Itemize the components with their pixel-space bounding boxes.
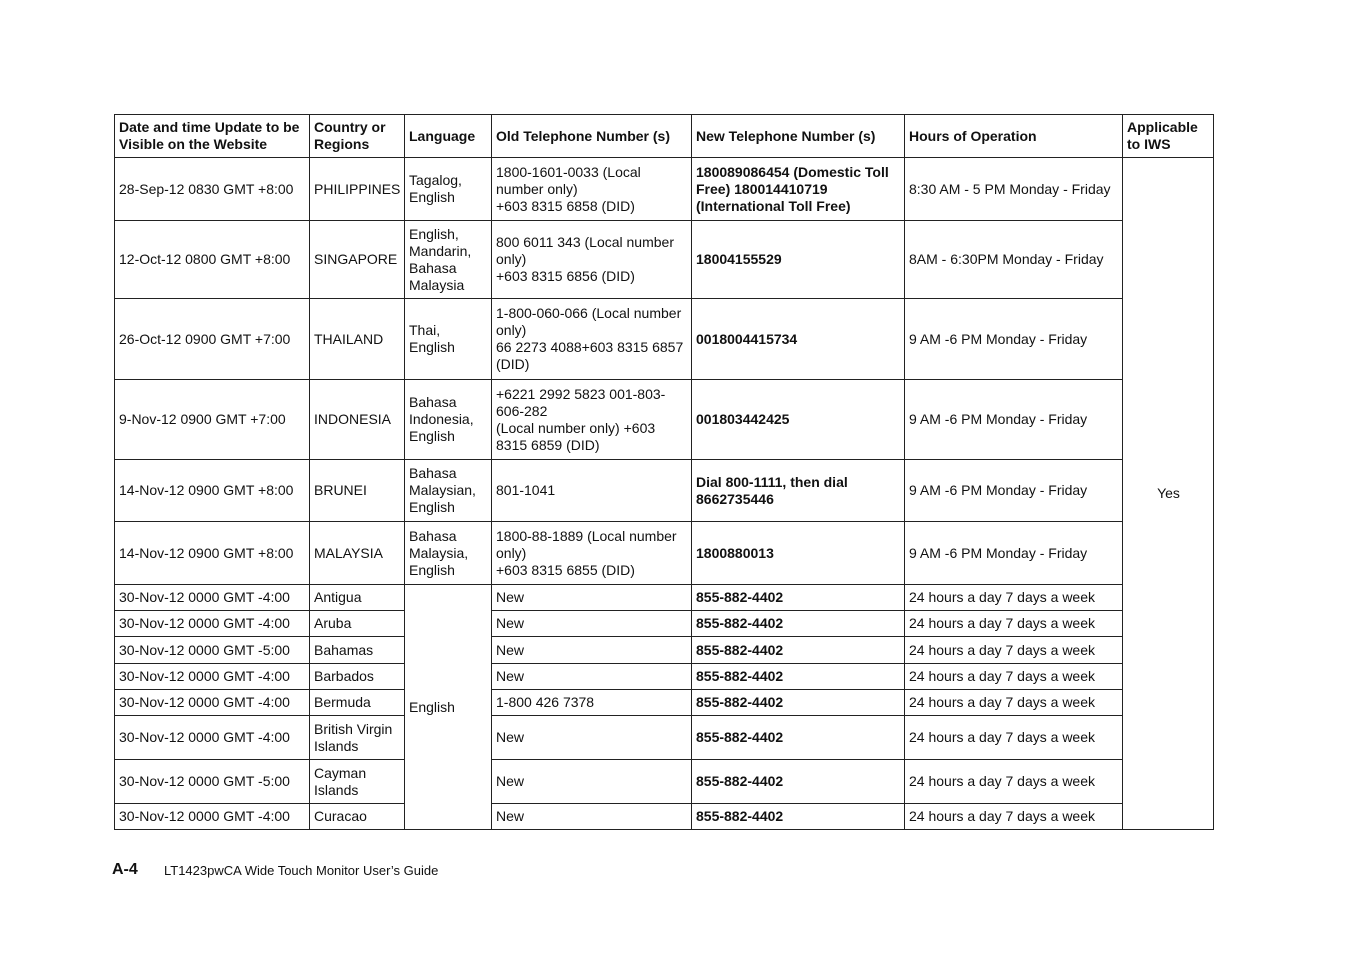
language-cell: Bahasa Malaysian, English (405, 460, 492, 522)
header-date: Date and time Update to be Visible on the Website (115, 115, 310, 158)
old-number-cell (492, 460, 692, 522)
old-number-cell (492, 522, 692, 585)
country-cell: SINGAPORE (310, 221, 405, 299)
language-cell-merged: English (405, 585, 492, 830)
old-number-line: 1800-1601-0033 (Local number only) (496, 163, 641, 197)
hours-cell: 24 hours a day 7 days a week (905, 585, 1123, 611)
country-cell: Aruba (310, 611, 405, 637)
new-number-cell: 855-882-4402 (692, 637, 905, 664)
hours-cell: 8AM - 6:30PM Monday - Friday (905, 221, 1123, 299)
old-number-cell (492, 611, 692, 637)
new-number-cell: 855-882-4402 (692, 716, 905, 760)
old-number-line: New (496, 668, 525, 684)
country-cell: INDONESIA (310, 380, 405, 460)
new-number-cell: 1800880013 (692, 522, 905, 585)
hours-cell: 24 hours a day 7 days a week (905, 716, 1123, 760)
applicable-iws-cell: Yes (1123, 158, 1214, 830)
country-cell: Bahamas (310, 637, 405, 664)
old-number-line: 66 2273 4088+603 8315 6857 (DID) (496, 339, 684, 372)
new-number-cell: 001803442425 (692, 380, 905, 460)
old-number-line: 800 6011 343 (Local number only) (496, 234, 674, 267)
hours-cell: 9 AM -6 PM Monday - Friday (905, 380, 1123, 460)
hours-cell: 8:30 AM - 5 PM Monday - Friday (905, 158, 1123, 221)
hours-cell: 9 AM -6 PM Monday - Friday (905, 299, 1123, 380)
document-title: LT1423pwCA Wide Touch Monitor User’s Guide (164, 863, 439, 878)
date-cell: 26-Oct-12 0900 GMT +7:00 (115, 299, 310, 380)
table-row (115, 716, 1214, 760)
old-number-line: +603 8315 6858 (DID) (496, 197, 635, 214)
table-row (115, 380, 1214, 460)
new-number-cell: 855-882-4402 (692, 664, 905, 690)
country-cell: THAILAND (310, 299, 405, 380)
date-cell: 12-Oct-12 0800 GMT +8:00 (115, 221, 310, 299)
language-cell: Bahasa Indonesia, English (405, 380, 492, 460)
table-row (115, 460, 1214, 522)
table-row (115, 611, 1214, 637)
header-old-number: Old Telephone Number (s) (492, 115, 692, 158)
new-number-cell: 18004155529 (692, 221, 905, 299)
table-row (115, 585, 1214, 611)
table-row (115, 637, 1214, 664)
old-number-cell (492, 221, 692, 299)
old-number-line: +6221 2992 5823 001-803-606-282 (496, 385, 666, 419)
date-cell: 30-Nov-12 0000 GMT -4:00 (115, 611, 310, 637)
old-number-line: (Local number only) +603 8315 6859 (DID) (496, 419, 656, 453)
old-number-cell (492, 804, 692, 830)
old-number-line: New (496, 589, 525, 605)
hours-cell: 24 hours a day 7 days a week (905, 637, 1123, 664)
old-number-line: New (496, 641, 525, 658)
old-number-line: New (496, 773, 525, 789)
country-cell: Cayman Islands (310, 760, 405, 804)
new-number-cell: 855-882-4402 (692, 585, 905, 611)
old-number-line: 801-1041 (496, 482, 556, 498)
old-number-cell (492, 380, 692, 460)
hours-cell: 9 AM -6 PM Monday - Friday (905, 522, 1123, 585)
header-applicable-iws: Applicable to IWS (1123, 115, 1214, 158)
country-cell: PHILIPPINES (310, 158, 405, 221)
old-number-cell (492, 690, 692, 716)
table-row (115, 522, 1214, 585)
old-number-cell (492, 299, 692, 380)
language-cell: English, Mandarin, Bahasa Malaysia (405, 221, 492, 299)
date-cell: 30-Nov-12 0000 GMT -5:00 (115, 637, 310, 664)
new-number-cell: 855-882-4402 (692, 690, 905, 716)
date-cell: 30-Nov-12 0000 GMT -5:00 (115, 760, 310, 804)
date-cell: 14-Nov-12 0900 GMT +8:00 (115, 460, 310, 522)
new-number-cell: 855-882-4402 (692, 611, 905, 637)
old-number-cell (492, 585, 692, 611)
hours-cell: 9 AM -6 PM Monday - Friday (905, 460, 1123, 522)
country-cell: Barbados (310, 664, 405, 690)
table-row (115, 299, 1214, 380)
hours-cell: 24 hours a day 7 days a week (905, 611, 1123, 637)
hours-cell: 24 hours a day 7 days a week (905, 690, 1123, 716)
old-number-line: 1-800 426 7378 (496, 694, 595, 710)
date-cell: 30-Nov-12 0000 GMT -4:00 (115, 716, 310, 760)
country-cell: British Virgin Islands (310, 716, 405, 760)
old-number-line: +603 8315 6856 (DID) (496, 268, 635, 284)
hours-cell: 24 hours a day 7 days a week (905, 664, 1123, 690)
country-cell: MALAYSIA (310, 522, 405, 585)
new-number-cell: 180089086454 (Domestic Toll Free) 180014410719 (International Toll Free) (692, 158, 905, 221)
old-number-line: New (496, 808, 525, 824)
table-row (115, 158, 1214, 221)
date-cell: 28-Sep-12 0830 GMT +8:00 (115, 158, 310, 221)
hours-cell: 24 hours a day 7 days a week (905, 804, 1123, 830)
new-number-cell: 855-882-4402 (692, 760, 905, 804)
table-row (115, 664, 1214, 690)
header-new-number: New Telephone Number (s) (692, 115, 905, 158)
new-number-cell: 0018004415734 (692, 299, 905, 380)
old-number-line: +603 8315 6855 (DID) (496, 561, 635, 578)
new-number-cell: Dial 800-1111, then dial 8662735446 (692, 460, 905, 522)
old-number-cell (492, 716, 692, 760)
country-cell: Curacao (310, 804, 405, 830)
date-cell: 30-Nov-12 0000 GMT -4:00 (115, 804, 310, 830)
date-cell: 9-Nov-12 0900 GMT +7:00 (115, 380, 310, 460)
header-hours: Hours of Operation (905, 115, 1123, 158)
header-row (115, 115, 1214, 158)
header-language: Language (405, 115, 492, 158)
old-number-line: 1800-88-1889 (Local number only) (496, 527, 677, 561)
new-number-cell: 855-882-4402 (692, 804, 905, 830)
table-row (115, 804, 1214, 830)
date-cell: 30-Nov-12 0000 GMT -4:00 (115, 664, 310, 690)
language-cell: Thai, English (405, 299, 492, 380)
hours-cell: 24 hours a day 7 days a week (905, 760, 1123, 804)
old-number-cell (492, 760, 692, 804)
date-cell: 14-Nov-12 0900 GMT +8:00 (115, 522, 310, 585)
language-cell: Tagalog, English (405, 158, 492, 221)
old-number-line: 1-800-060-066 (Local number only) (496, 305, 682, 338)
old-number-line: New (496, 615, 525, 631)
old-number-line: New (496, 729, 525, 745)
country-cell: Antigua (310, 585, 405, 611)
country-cell: BRUNEI (310, 460, 405, 522)
table-row (115, 690, 1214, 716)
country-cell: Bermuda (310, 690, 405, 716)
old-number-cell (492, 664, 692, 690)
table-row (115, 221, 1214, 299)
old-number-cell (492, 158, 692, 221)
old-number-cell (492, 637, 692, 664)
header-country: Country or Regions (310, 115, 405, 158)
language-cell: Bahasa Malaysia, English (405, 522, 492, 585)
page-number: A-4 (112, 861, 138, 878)
date-cell: 30-Nov-12 0000 GMT -4:00 (115, 690, 310, 716)
date-cell: 30-Nov-12 0000 GMT -4:00 (115, 585, 310, 611)
support-phone-table (114, 114, 1214, 830)
table-row (115, 760, 1214, 804)
